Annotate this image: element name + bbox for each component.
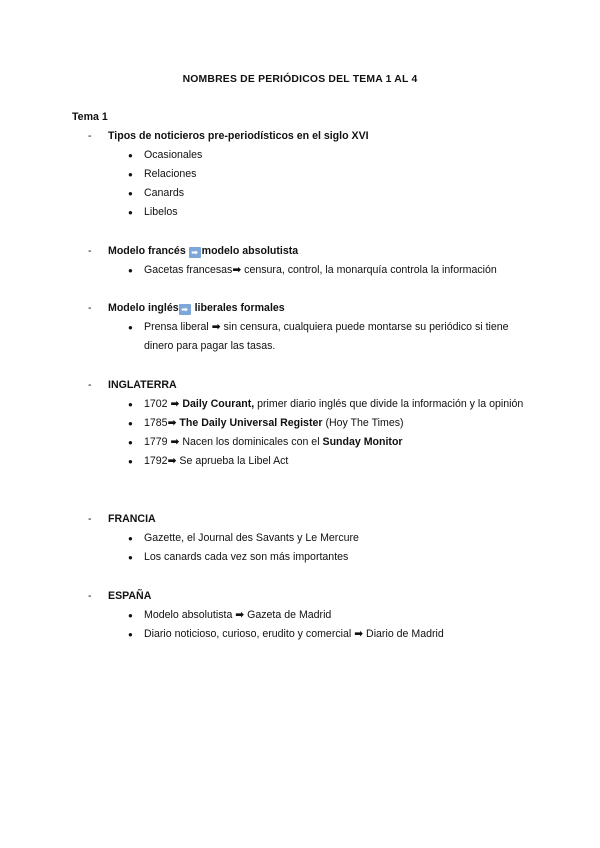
bullet-icon: ● (128, 457, 133, 466)
item-text-a: Modelo absolutista (144, 609, 236, 621)
heading-text: Tipos de noticieros pre-periodísticos en el siglo XVI (108, 130, 369, 142)
bullet-icon: ● (128, 189, 133, 198)
arrow-right-icon: ➡ (170, 436, 180, 448)
bullet-icon: ● (128, 534, 133, 543)
bullet-list (88, 529, 528, 567)
heading-text-a: Modelo inglés (108, 302, 179, 314)
bullet-icon: ● (128, 419, 133, 428)
list-item (88, 606, 528, 625)
dash-marker: - (88, 130, 92, 142)
arrow-right-icon: ➡ (170, 398, 180, 410)
section-heading (88, 299, 528, 318)
bullet-icon: ● (128, 151, 133, 160)
arrow-right-icon: ➡ (179, 304, 191, 315)
section-tipos (88, 127, 528, 222)
bullet-icon: ● (128, 170, 133, 179)
list-item (88, 433, 528, 452)
section-francia (88, 510, 528, 567)
item-text-a: Gacetas francesas (144, 264, 233, 276)
list-item (88, 395, 528, 414)
arrow-right-icon: ➡ (354, 628, 364, 640)
section-heading (88, 242, 528, 261)
item-text: Libelos (144, 206, 178, 218)
item-text: primer diario inglés que divide la información y la opinión (254, 398, 524, 410)
arrow-right-icon: ➡ (232, 264, 242, 276)
arrow-right-icon: ➡ (167, 417, 177, 429)
bullet-icon: ● (128, 400, 133, 409)
section-inglaterra (88, 376, 528, 471)
newspaper-name: The Daily Universal Register (176, 417, 323, 429)
newspaper-name: Daily Courant, (179, 398, 255, 410)
heading-text-b: modelo absolutista (201, 245, 299, 257)
item-text: Nacen los dominicales con el (179, 436, 323, 448)
dash-marker: - (88, 513, 92, 525)
item-text-b: Gazeta de Madrid (244, 609, 332, 621)
bullet-list (88, 606, 528, 644)
arrow-right-icon: ➡ (235, 609, 245, 621)
dash-marker: - (88, 302, 92, 314)
list-item (88, 203, 528, 222)
arrow-right-icon: ➡ (211, 321, 221, 333)
bullet-icon: ● (128, 323, 133, 332)
list-item (88, 548, 528, 567)
item-text: Canards (144, 187, 185, 199)
item-text-b: sin censura, cualquiera puede montarse su periódico si tiene dinero para pagar las tasas. (144, 321, 509, 352)
heading-text: ESPAÑA (108, 590, 152, 602)
item-text: (Hoy The Times) (322, 417, 404, 429)
arrow-right-icon: ➡ (167, 455, 177, 467)
newspaper-name: Sunday Monitor (322, 436, 403, 448)
item-text-b: censura, control, la monarquía controla la información (241, 264, 497, 276)
bullet-list (88, 261, 528, 280)
section-heading (88, 376, 528, 395)
item-text: Los canards cada vez son más importantes (144, 551, 349, 563)
item-text: Se aprueba la Libel Act (176, 455, 289, 467)
item-year: 1702 (144, 398, 171, 410)
list-item (88, 184, 528, 203)
section-modelo-ingles (88, 299, 528, 356)
item-year: 1792 (144, 455, 168, 467)
section-heading (88, 127, 528, 146)
list-item (88, 452, 528, 471)
item-text: Relaciones (144, 168, 197, 180)
dash-marker: - (88, 379, 92, 391)
page-title: NOMBRES DE PERIÓDICOS DEL TEMA 1 AL 4 (182, 74, 418, 85)
item-text: Gazette, el Journal des Savants y Le Mercure (144, 532, 359, 544)
list-item (88, 165, 528, 184)
list-item (88, 261, 528, 280)
arrow-right-icon: ➡ (189, 247, 201, 258)
bullet-icon: ● (128, 553, 133, 562)
section-heading (88, 510, 528, 529)
list-item (88, 318, 528, 356)
heading-text-b: liberales formales (191, 302, 285, 314)
bullet-list (88, 395, 528, 471)
item-text: Ocasionales (144, 149, 203, 161)
item-text-a: Diario noticioso, curioso, erudito y comercial (144, 628, 355, 640)
list-item (88, 625, 528, 644)
section-heading (88, 587, 528, 606)
bullet-icon: ● (128, 630, 133, 639)
bullet-list (88, 318, 528, 356)
bullet-icon: ● (128, 266, 133, 275)
bullet-icon: ● (128, 208, 133, 217)
bullet-list (88, 146, 528, 222)
item-text-a: Prensa liberal (144, 321, 212, 333)
bullet-icon: ● (128, 611, 133, 620)
section-modelo-frances (88, 242, 528, 280)
dash-marker: - (88, 245, 92, 257)
item-text-b: Diario de Madrid (363, 628, 444, 640)
bullet-icon: ● (128, 438, 133, 447)
heading-text-a: Modelo francés (108, 245, 189, 257)
list-item (88, 529, 528, 548)
list-item (88, 414, 528, 433)
heading-text: INGLATERRA (108, 379, 177, 391)
tema-heading: Tema 1 (72, 111, 108, 123)
item-year: 1785 (144, 417, 168, 429)
item-year: 1779 (144, 436, 171, 448)
section-espana (88, 587, 528, 644)
dash-marker: - (88, 590, 92, 602)
list-item (88, 146, 528, 165)
heading-text: FRANCIA (108, 513, 156, 525)
